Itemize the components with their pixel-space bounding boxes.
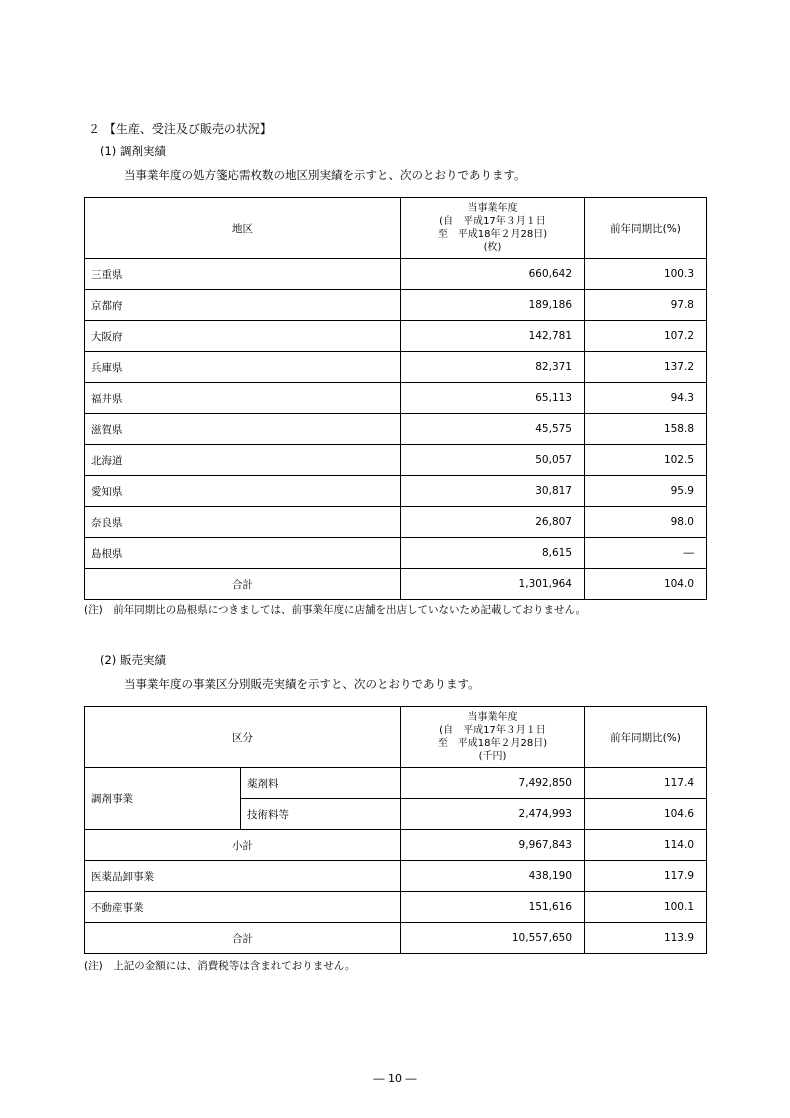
header-period-from: (自 平成17年３月１日 (439, 725, 546, 736)
table-row (85, 414, 707, 445)
value-cell: 660,642 (401, 259, 585, 290)
area-cell: 奈良県 (85, 507, 401, 538)
ratio-cell: 102.5 (585, 445, 707, 476)
ratio-cell: 100.3 (585, 259, 707, 290)
total-ratio: 104.0 (585, 569, 707, 600)
subtotal-label: 小計 (85, 830, 401, 861)
header-period (401, 707, 585, 768)
sales-results-table (84, 706, 707, 954)
table-row (85, 321, 707, 352)
total-ratio: 113.9 (585, 923, 707, 954)
ratio-cell: ― (585, 538, 707, 569)
tech-fee-ratio: 104.6 (585, 799, 707, 830)
value-cell: 82,371 (401, 352, 585, 383)
table-row (85, 383, 707, 414)
value-cell: 142,781 (401, 321, 585, 352)
table1-note: (注) 前年同期比の島根県につきましては、前事業年度に店舗を出店していないため記載しておりません。 (84, 604, 587, 616)
subsection-sales-title: (2) 販売実績 (100, 653, 166, 667)
table-row (85, 538, 707, 569)
sales-description: 当事業年度の事業区分別販売実績を示すと、次のとおりであります。 (124, 677, 480, 691)
area-cell: 京都府 (85, 290, 401, 321)
subtotal-row (85, 830, 707, 861)
subtotal-ratio: 114.0 (585, 830, 707, 861)
total-label: 合計 (85, 569, 401, 600)
area-cell: 滋賀県 (85, 414, 401, 445)
page-number: ― 10 ― (373, 1072, 417, 1085)
table-row (85, 507, 707, 538)
value-cell: 8,615 (401, 538, 585, 569)
table-header-row (85, 707, 707, 768)
drug-fee-value: 7,492,850 (401, 768, 585, 799)
total-label: 合計 (85, 923, 401, 954)
realestate-ratio: 100.1 (585, 892, 707, 923)
value-cell: 65,113 (401, 383, 585, 414)
wholesale-ratio: 117.9 (585, 861, 707, 892)
ratio-cell: 137.2 (585, 352, 707, 383)
ratio-cell: 98.0 (585, 507, 707, 538)
table-row (85, 445, 707, 476)
table2-note: (注) 上記の金額には、消費税等は含まれておりません。 (84, 960, 356, 972)
subtotal-value: 9,967,843 (401, 830, 585, 861)
value-cell: 30,817 (401, 476, 585, 507)
area-cell: 兵庫県 (85, 352, 401, 383)
total-row (85, 923, 707, 954)
area-cell: 愛知県 (85, 476, 401, 507)
table-row (85, 352, 707, 383)
header-ratio: 前年同期比(%) (585, 198, 707, 259)
header-unit: (枚) (483, 242, 502, 253)
total-value: 1,301,964 (401, 569, 585, 600)
dispensing-results-table (84, 197, 707, 600)
realestate-label: 不動産事業 (85, 892, 401, 923)
header-category: 区分 (85, 707, 401, 768)
value-cell: 50,057 (401, 445, 585, 476)
drug-fee-ratio: 117.4 (585, 768, 707, 799)
section-heading: ２ 【生産、受注及び販売の状況】 (88, 122, 272, 136)
table-row (85, 861, 707, 892)
dispensing-business-label: 調剤事業 (85, 768, 241, 830)
value-cell: 45,575 (401, 414, 585, 445)
ratio-cell: 94.3 (585, 383, 707, 414)
realestate-value: 151,616 (401, 892, 585, 923)
table-row (85, 892, 707, 923)
header-period-to: 至 平成18年２月28日) (437, 738, 548, 749)
ratio-cell: 158.8 (585, 414, 707, 445)
subsection-dispensing-title: (1) 調剤実績 (100, 144, 166, 158)
header-ratio: 前年同期比(%) (585, 707, 707, 768)
area-cell: 北海道 (85, 445, 401, 476)
header-area: 地区 (85, 198, 401, 259)
area-cell: 島根県 (85, 538, 401, 569)
area-cell: 三重県 (85, 259, 401, 290)
total-row (85, 569, 707, 600)
area-cell: 大阪府 (85, 321, 401, 352)
header-period-from: (自 平成17年３月１日 (439, 216, 546, 227)
table-row (85, 476, 707, 507)
value-cell: 26,807 (401, 507, 585, 538)
table-header-row (85, 198, 707, 259)
dispensing-description: 当事業年度の処方箋応需枚数の地区別実績を示すと、次のとおりであります。 (124, 168, 526, 182)
tech-fee-label: 技術料等 (241, 799, 401, 830)
header-period (401, 198, 585, 259)
table-row (85, 290, 707, 321)
ratio-cell: 97.8 (585, 290, 707, 321)
total-value: 10,557,650 (401, 923, 585, 954)
area-cell: 福井県 (85, 383, 401, 414)
header-period-title: 当事業年度 (467, 712, 518, 723)
header-unit: (千円) (478, 751, 507, 762)
table-row (85, 768, 707, 799)
tech-fee-value: 2,474,993 (401, 799, 585, 830)
ratio-cell: 107.2 (585, 321, 707, 352)
header-period-title: 当事業年度 (467, 203, 518, 214)
header-period-to: 至 平成18年２月28日) (437, 229, 548, 240)
table-row (85, 259, 707, 290)
wholesale-label: 医薬品卸事業 (85, 861, 401, 892)
value-cell: 189,186 (401, 290, 585, 321)
wholesale-value: 438,190 (401, 861, 585, 892)
ratio-cell: 95.9 (585, 476, 707, 507)
drug-fee-label: 薬剤料 (241, 768, 401, 799)
